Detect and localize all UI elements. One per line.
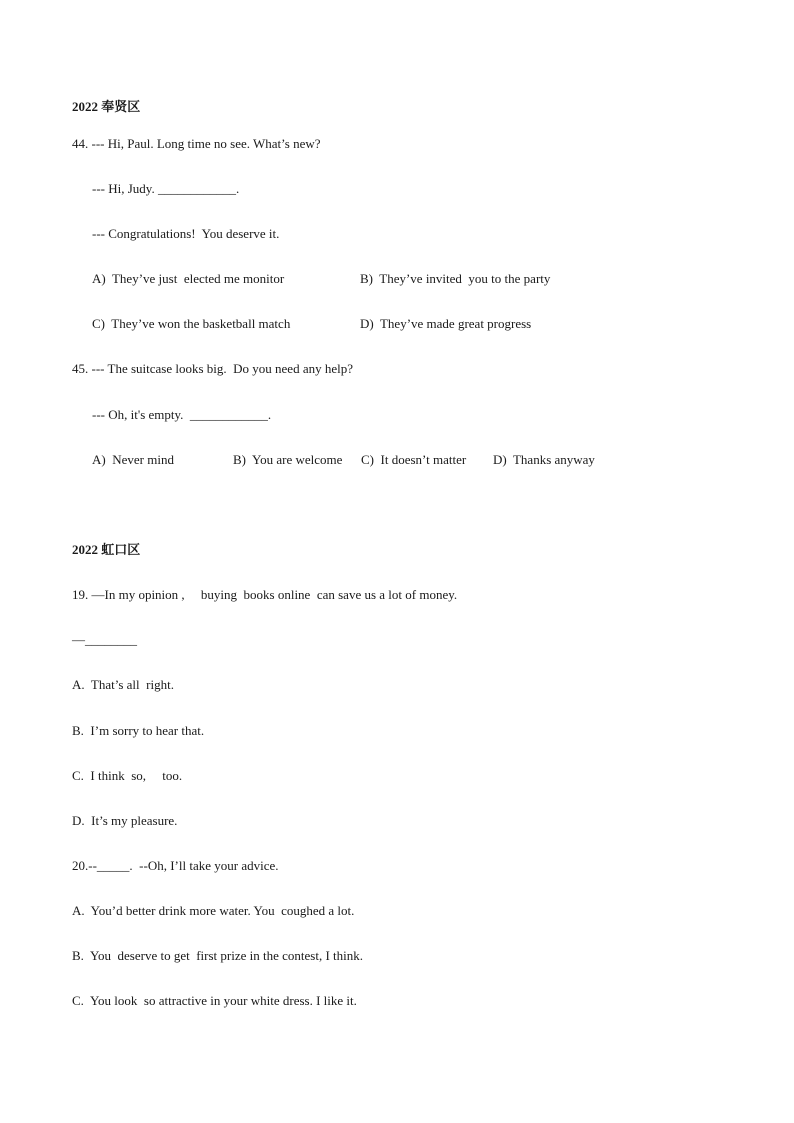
question-44-option-c: C) They’ve won the basketball match [92,316,291,331]
question-20-option-b: B. You deserve to get first prize in the contest, I think. [72,948,364,963]
question-20-stem: 20.--_____. --Oh, I’ll take your advice. [72,858,279,873]
question-44-option-a: A) They’ve just elected me monitor [92,271,285,286]
question-19-option-b: B. I’m sorry to hear that. [72,723,205,738]
question-45-line-2: --- Oh, it's empty. ____________. [92,407,272,422]
question-20-option-a: A. You’d better drink more water. You coughed a lot. [72,903,355,918]
question-19-option-d: D. It’s my pleasure. [72,813,178,828]
question-44-stem: 44. --- Hi, Paul. Long time no see. What’s new? [72,136,321,151]
question-45-option-d: D) Thanks anyway [493,452,595,467]
question-19-option-a: A. That’s all right. [72,677,174,692]
question-45-option-c: C) It doesn’t matter [361,452,467,467]
question-45-option-a: A) Never mind [92,452,174,467]
section-heading-fengxian: 2022 奉贤区 [72,99,141,114]
question-44-option-d: D) They’ve made great progress [360,316,532,331]
question-44-line-2: --- Hi, Judy. ____________. [92,181,240,196]
question-45-stem: 45. --- The suitcase looks big. Do you need any help? [72,361,353,376]
question-44-option-b: B) They’ve invited you to the party [360,271,551,286]
question-20-option-c: C. You look so attractive in your white dress. I like it. [72,993,357,1008]
section-heading-hongkou: 2022 虹口区 [72,542,141,557]
question-19-reply: —________ [72,632,137,647]
question-19-option-c: C. I think so, too. [72,768,183,783]
question-44-line-3: --- Congratulations! You deserve it. [92,226,280,241]
question-45-option-b: B) You are welcome [233,452,343,467]
question-19-stem: 19. —In my opinion , buying books online can save us a lot of money. [72,587,458,602]
